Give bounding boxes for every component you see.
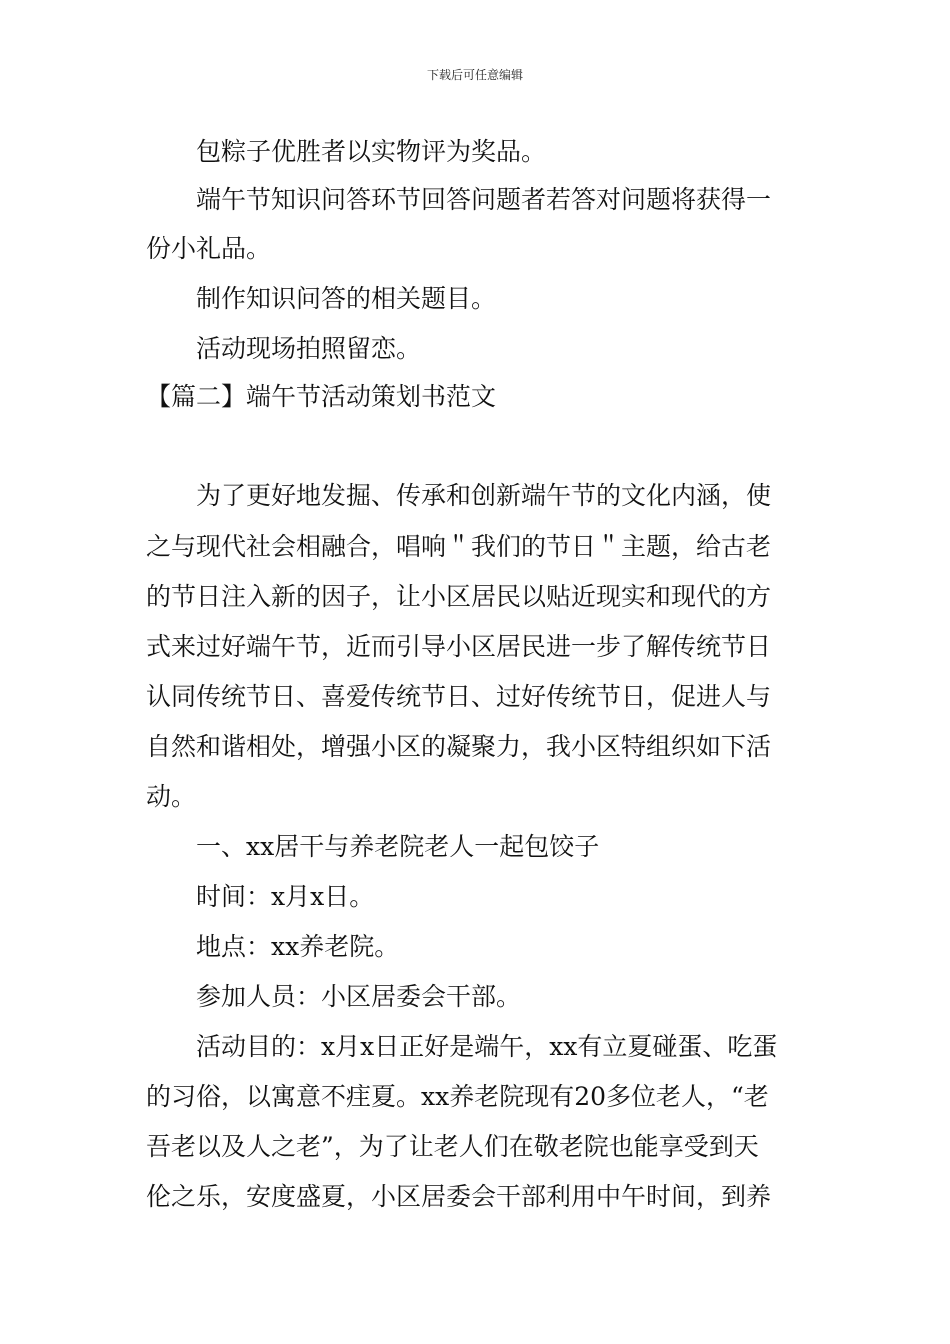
paragraph-line: 式来过好端午节，近而引导小区居民进一步了解传统节日 (146, 632, 772, 661)
paragraph-line: 动。 (146, 782, 197, 811)
detail-location: 地点：xx养老院。 (196, 932, 400, 961)
paragraph-line: 的习俗，以寓意不疰夏。xx养老院现有20多位老人，“老 (146, 1082, 769, 1111)
paragraph-line: 活动现场拍照留恋。 (196, 334, 422, 363)
paragraph-line: 伦之乐，安度盛夏，小区居委会干部利用中午时间，到养 (146, 1182, 772, 1211)
list-item-heading: 一、xx居干与养老院老人一起包饺子 (196, 832, 600, 861)
paragraph-line: 活动目的：x月x日正好是端午，xx有立夏碰蛋、吃蛋 (196, 1032, 778, 1061)
detail-participants: 参加人员：小区居委会干部。 (196, 982, 522, 1011)
paragraph-line: 包粽子优胜者以实物评为奖品。 (196, 137, 547, 166)
detail-time: 时间：x月x日。 (196, 882, 375, 911)
paragraph-line: 端午节知识问答环节回答问题者若答对问题将获得一 (196, 185, 772, 214)
paragraph-line: 自然和谐相处，增强小区的凝聚力，我小区特组织如下活 (146, 732, 772, 761)
section-heading: 【篇二】端午节活动策划书范文 (146, 382, 497, 411)
paragraph-line: 的节日注入新的因子，让小区居民以贴近现实和现代的方 (146, 582, 772, 611)
page-header-note: 下载后可任意编辑 (426, 68, 523, 82)
paragraph-line: 份小礼品。 (146, 234, 272, 263)
paragraph-line: 之与现代社会相融合，唱响＂我们的节日＂主题，给古老 (146, 532, 772, 561)
paragraph-line: 为了更好地发掘、传承和创新端午节的文化内涵，使 (196, 481, 772, 510)
paragraph-line: 制作知识问答的相关题目。 (196, 284, 497, 313)
paragraph-line: 吾老以及人之老”，为了让老人们在敬老院也能享受到天 (146, 1132, 759, 1161)
paragraph-line: 认同传统节日、喜爱传统节日、过好传统节日，促进人与 (146, 682, 772, 711)
